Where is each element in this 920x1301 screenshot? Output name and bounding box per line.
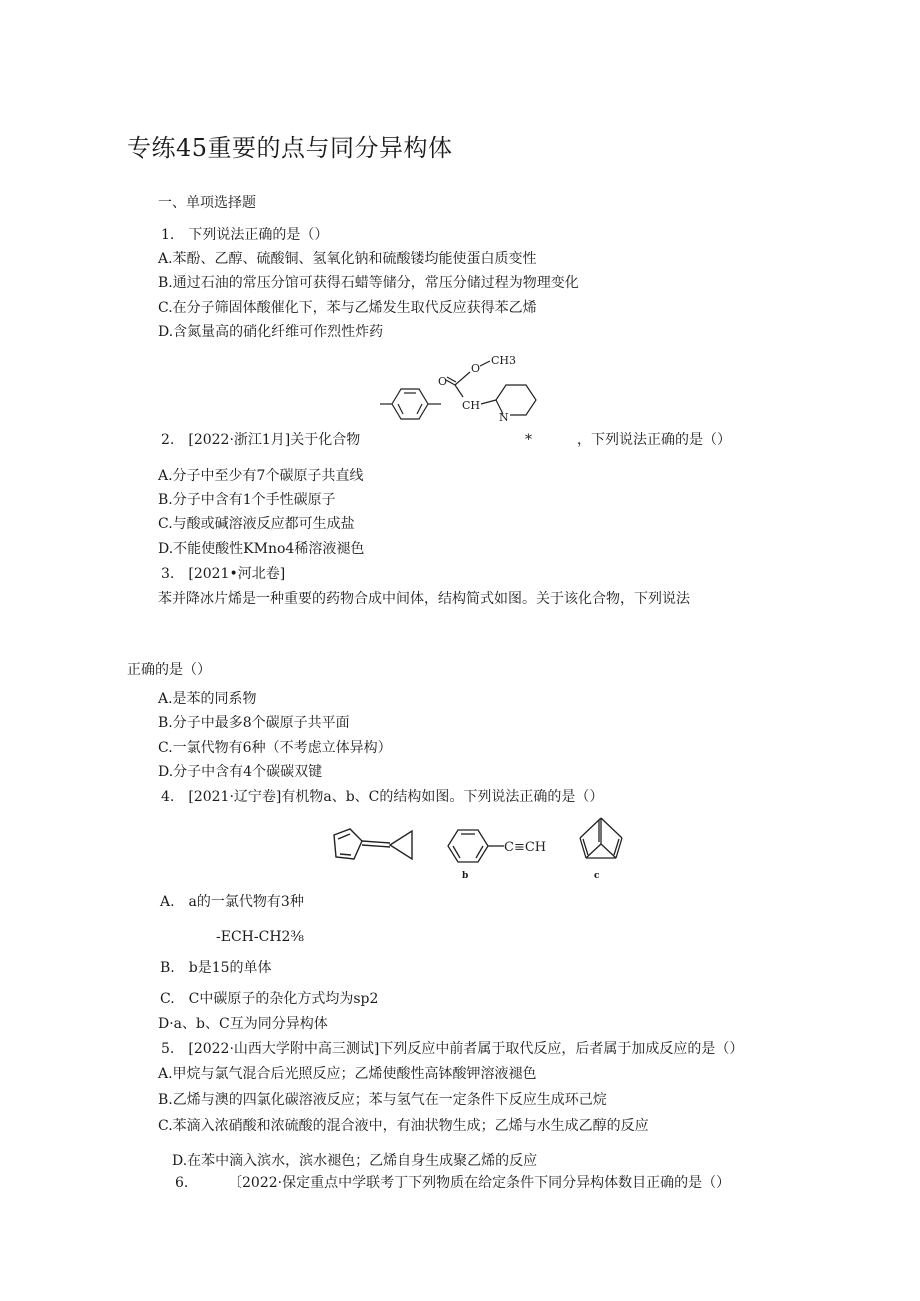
molecule-b-triple-bond-label: C≡CH	[504, 840, 547, 855]
question-4-option-c: C. C中碳原子的杂化方式均为sp2	[160, 991, 379, 1007]
question-2-star: *	[525, 432, 532, 448]
question-1-option-a: A.苯酚、乙醇、硫酸铜、氢氧化钠和硫酸镂均能使蛋白质变性	[158, 251, 537, 267]
question-1-option-b: B.通过石油的常压分馆可获得石蜡等储分，常压分储过程为物理变化	[158, 275, 579, 291]
question-3-option-d: D.分子中含有4个碳碳双键	[158, 764, 323, 780]
molecule-c-label: c	[594, 871, 600, 881]
question-5-option-c: C.苯滴入浓硝酸和浓硫酸的混合液中，有油状物生成；乙烯与水生成乙醇的反应	[158, 1118, 649, 1134]
question-6-stem: 〔2022·保定重点中学联考丁下列物质在给定条件下同分异构体数目正确的是（）	[228, 1175, 731, 1191]
question-2-option-a: A.分子中至少有7个碳原子共直线	[158, 468, 364, 484]
mol-nitrogen-label: N	[499, 411, 509, 424]
question-3-option-b: B.分子中最多8个碳原子共平面	[158, 715, 350, 731]
section-heading: 一、单项选择题	[158, 195, 256, 211]
molecule-b-label: b	[462, 871, 469, 881]
question-4-option-a: A. a的一氯代物有3种	[160, 894, 304, 910]
question-4-stem: 4. [2021·辽宁卷]有机物a、b、C的结构如图。下列说法正确的是（）	[161, 789, 604, 805]
question-1-stem: 1. 下列说法正确的是（）	[161, 227, 329, 243]
mol-oxygen-label-1: O	[438, 375, 448, 388]
question-4-polymer-formula: -ECH-CH2⅜	[216, 929, 304, 945]
mol-methyl-label: CH3	[491, 354, 517, 367]
question-2-stem-prefix: 2. [2022·浙江1月]关于化合物	[161, 432, 361, 448]
question-4-option-d: D·a、b、C互为同分异构体	[158, 1016, 328, 1032]
question-3-option-c: C.一氯代物有6种（不考虑立体异构）	[158, 740, 392, 756]
question-2-option-d: D.不能使酸性KMno4稀溶液褪色	[158, 541, 365, 557]
molecule-b-structure	[440, 820, 580, 870]
molecule-a-structure	[328, 823, 420, 871]
mol-oxygen-label-2: O	[471, 362, 481, 375]
page-title: 专练45重要的点与同分异构体	[127, 134, 453, 162]
question-2-structure	[378, 352, 558, 437]
mol-ch-label: CH	[462, 399, 481, 412]
question-3-stem-line1: 3. [2021•河北卷]	[161, 566, 286, 582]
question-4-option-b: B. b是15的单体	[160, 960, 272, 976]
question-3-option-a: A.是苯的同系物	[158, 691, 257, 707]
question-5-stem: 5. [2022·山西大学附中高三测试]下列反应中前者属于取代反应，后者属于加成反应的是（）	[161, 1041, 744, 1057]
question-1-option-d: D.含氮量高的硝化纤维可作烈性炸药	[158, 324, 384, 340]
question-5-option-b: B.乙烯与澳的四氯化碳溶液反应；苯与氢气在一定条件下反应生成环己烷	[158, 1092, 607, 1108]
question-2-option-c: C.与酸或碱溶液反应都可生成盐	[158, 516, 355, 532]
question-3-stem-line2: 苯并降冰片烯是一种重要的药物合成中间体，结构简式如图。关于该化合物，下列说法	[158, 591, 690, 607]
question-3-stem-line3: 正确的是（）	[127, 662, 211, 678]
question-6-number: 6.	[175, 1175, 189, 1191]
molecule-c-structure	[572, 814, 630, 866]
question-1-option-c: C.在分子筛固体酸催化下，苯与乙烯发生取代反应获得苯乙烯	[158, 300, 537, 316]
question-2-option-b: B.分子中含有1个手性碳原子	[158, 492, 336, 508]
question-5-option-a: A.甲烷与氯气混合后光照反应；乙烯使酸性高钵酸钾溶液褪色	[158, 1066, 537, 1082]
question-5-option-d: D.在苯中滴入滨水，滨水褪色；乙烯自身生成聚乙烯的反应	[172, 1153, 538, 1169]
question-2-stem-suffix: ，下列说法正确的是（）	[577, 432, 731, 448]
